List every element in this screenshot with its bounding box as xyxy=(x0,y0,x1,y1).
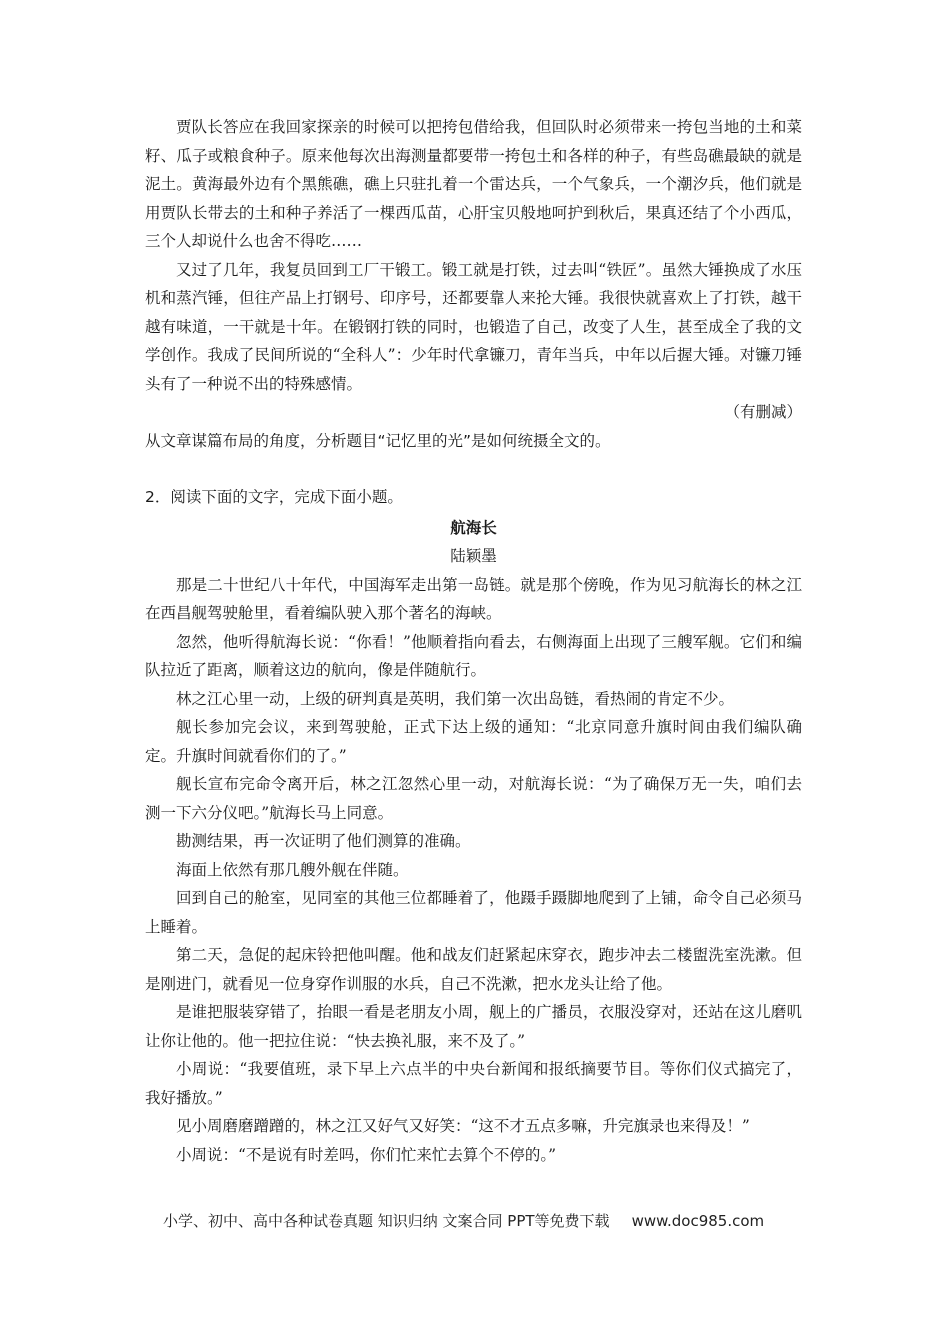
question-text: 从文章谋篇布局的角度，分析题目“记忆里的光”是如何统摄全文的。 xyxy=(145,431,611,450)
page-footer xyxy=(163,1210,803,1231)
paragraph: 忽然，他听得航海长说：“你看！”他顺着指向看去，右侧海面上出现了三艘军舰。它们和编队拉近了距离，顺着这边的航向，像是伴随航行。 xyxy=(145,632,802,679)
paragraph: 那是二十世纪八十年代，中国海军走出第一岛链。就是那个傍晚，作为见习航海长的林之江在西昌舰驾驶舱里，看着编队驶入那个著名的海峡。 xyxy=(145,575,802,622)
abridged-note: （有删减） xyxy=(724,403,802,421)
paragraph: 海面上依然有那几艘外舰在伴随。 xyxy=(176,860,409,879)
paragraph: 小周说：“我要值班，录下早上六点半的中央台新闻和报纸摘要节目。等你们仪式搞完了，我好播放。” xyxy=(145,1060,802,1107)
paragraph: 舰长参加完会议，来到驾驶舱，正式下达上级的通知：“北京同意升旗时间由我们编队确定。升旗时间就看你们的了。” xyxy=(145,718,802,765)
paragraph: 又过了几年，我复员回到工厂干锻工。锻工就是打铁，过去叫“铁匠”。虽然大锤换成了水压机和蒸汽锤，但往产品上打钢号、印序号，还都要靠人来抡大锤。我很快就喜欢上了打铁，越干越有味道，一干就是十年。在锻钢打铁的同时，也锻造了自己，改变了人生，甚至成全了我的文学创作。我成了民间所说的“全科人”：少年时代拿镰刀，青年当兵，中年以后握大锤。对镰刀锤头有了一种说不出的特殊感情。 xyxy=(145,260,802,393)
paragraph: 是谁把服装穿错了，抬眼一看是老朋友小周，舰上的广播员，衣服没穿对，还站在这儿磨叽让你让他的。他一把拉住说：“快去换礼服，来不及了。” xyxy=(145,1003,802,1050)
article-title: 航海长 xyxy=(450,518,497,537)
document-body xyxy=(145,113,802,1169)
paragraph: 第二天，急促的起床铃把他叫醒。他和战友们赶紧起床穿衣，跑步冲去二楼盥洗室洗漱。但是刚进门，就看见一位身穿作训服的水兵，自己不洗漱，把水龙头让给了他。 xyxy=(145,946,802,993)
spacer xyxy=(145,455,802,483)
footer-text: 小学、初中、高中各种试卷真题 知识归纳 文案合同 PPT等免费下载 xyxy=(163,1212,610,1230)
paragraph: 贾队长答应在我回家探亲的时候可以把挎包借给我，但回队时必须带来一挎包当地的土和菜籽、瓜子或粮食种子。原来他每次出海测量都要带一挎包土和各样的种子，有些岛礁最缺的就是泥土。黄海最外边有个黑熊礁，礁上只驻扎着一个雷达兵，一个气象兵，一个潮汐兵，他们就是用贾队长带去的土和种子养活了一棵西瓜苗，心肝宝贝般地呵护到秋后，果真还结了个小西瓜，三个人却说什么也舍不得吃…… xyxy=(145,118,802,250)
paragraph: 勘测结果，再一次证明了他们测算的准确。 xyxy=(176,832,471,850)
article-author: 陆颖墨 xyxy=(450,547,497,565)
paragraph: 小周说：“不是说有时差吗，你们忙来忙去算个不停的。” xyxy=(176,1145,557,1164)
footer-site-link[interactable]: www.doc985.com xyxy=(631,1212,765,1230)
paragraph: 林之江心里一动，上级的研判真是英明，我们第一次出岛链，看热闹的肯定不少。 xyxy=(176,689,735,708)
paragraph: 舰长宣布完命令离开后，林之江忽然心里一动，对航海长说：“为了确保万无一失，咱们去测一下六分仪吧。”航海长马上同意。 xyxy=(145,775,802,822)
question-heading: 2．阅读下面的文字，完成下面小题。 xyxy=(145,488,403,506)
paragraph: 回到自己的舱室，见同室的其他三位都睡着了，他蹑手蹑脚地爬到了上铺，命令自己必须马上睡着。 xyxy=(145,889,802,936)
paragraph: 见小周磨磨蹭蹭的，林之江又好气又好笑：“这不才五点多嘛，升完旗录也来得及！” xyxy=(176,1117,750,1135)
